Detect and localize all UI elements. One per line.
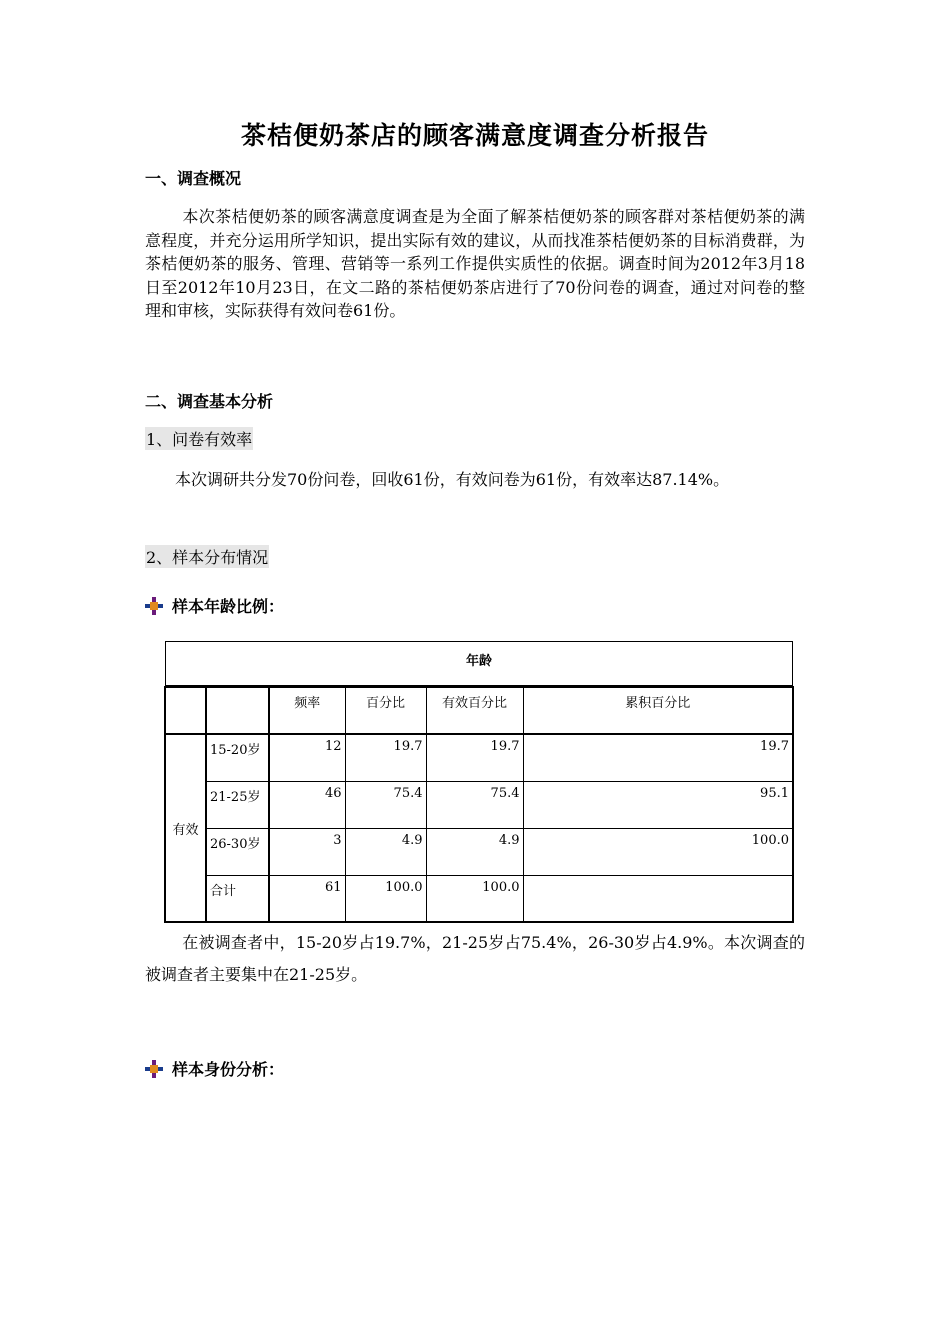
row-label: 26-30岁: [206, 828, 269, 875]
table-row: [165, 828, 793, 875]
cell-valid-percent: 100.0: [426, 875, 523, 922]
cell-percent: 4.9: [345, 828, 426, 875]
row-label: 合计: [206, 875, 269, 922]
overview-paragraph-text: 本次茶桔便奶茶的顾客满意度调查是为全面了解茶桔便奶茶的顾客群对茶桔便奶茶的满意程度，并充分运用所学知识，提出实际有效的建议，从而找准茶桔便奶茶的目标消费群，为茶桔便奶茶的服务、管理、营销等一系列工作提供实质性的依据。调查时间为2012年3月18日至2012年10月23日，在文二路的茶桔便奶茶店进行了70份问卷的调查，通过对问卷的整理和审核，实际获得有效问卷61份。: [145, 207, 805, 320]
cell-valid-percent: 19.7: [426, 734, 523, 781]
header-percent: 百分比: [345, 687, 426, 734]
multi-arrow-bullet-icon: [145, 1060, 163, 1078]
cell-frequency: 61: [269, 875, 345, 922]
header-valid-percent: 有效百分比: [426, 687, 523, 734]
cell-cumulative-percent: 95.1: [523, 781, 793, 828]
age-summary-text: 在被调查者中，15-20岁占19.7%，21-25岁占75.4%，26-30岁占4.9%。本次调查的被调查者主要集中在21-25岁。: [145, 933, 805, 984]
multi-arrow-bullet-icon: [145, 597, 163, 615]
age-table-header-row: [165, 687, 793, 734]
age-table: [164, 686, 794, 923]
table-row: [165, 781, 793, 828]
overview-paragraph: [145, 205, 805, 323]
header-blank-group: [165, 687, 206, 734]
age-table-title: 年龄: [165, 641, 793, 686]
subheading-sample-distribution: 2、样本分布情况: [145, 545, 269, 568]
cell-frequency: 46: [269, 781, 345, 828]
bullet-age-label: 样本年龄比例：: [172, 597, 285, 616]
header-blank-label: [206, 687, 269, 734]
cell-percent: 19.7: [345, 734, 426, 781]
cell-percent: 75.4: [345, 781, 426, 828]
cell-cumulative-percent: 19.7: [523, 734, 793, 781]
cell-percent: 100.0: [345, 875, 426, 922]
section-heading-analysis: 二、调查基本分析: [145, 392, 274, 411]
table-row: [165, 734, 793, 781]
section-heading-overview: 一、调查概况: [145, 169, 242, 188]
table-row-total: [165, 875, 793, 922]
subheading-response-rate: 1、问卷有效率: [145, 427, 253, 450]
bullet-age-ratio: [145, 594, 284, 617]
bullet-identity-label: 样本身份分析：: [172, 1060, 285, 1079]
header-cumulative-percent: 累积百分比: [523, 687, 793, 734]
cell-frequency: 3: [269, 828, 345, 875]
age-summary-paragraph: [145, 927, 805, 991]
cell-valid-percent: 75.4: [426, 781, 523, 828]
page-title: 茶桔便奶茶店的顾客满意度调查分析报告: [240, 121, 709, 150]
bullet-identity-analysis: [145, 1057, 284, 1080]
row-label: 21-25岁: [206, 781, 269, 828]
row-label: 15-20岁: [206, 734, 269, 781]
cell-cumulative-percent: 100.0: [523, 828, 793, 875]
cell-cumulative-percent: [523, 875, 793, 922]
cell-frequency: 12: [269, 734, 345, 781]
cell-valid-percent: 4.9: [426, 828, 523, 875]
header-frequency: 频率: [269, 687, 345, 734]
response-rate-text: 本次调研共分发70份问卷，回收61份，有效问卷为61份，有效率达87.14%。: [175, 470, 730, 489]
group-label-valid: 有效: [165, 734, 206, 922]
response-rate-paragraph: [145, 465, 805, 495]
